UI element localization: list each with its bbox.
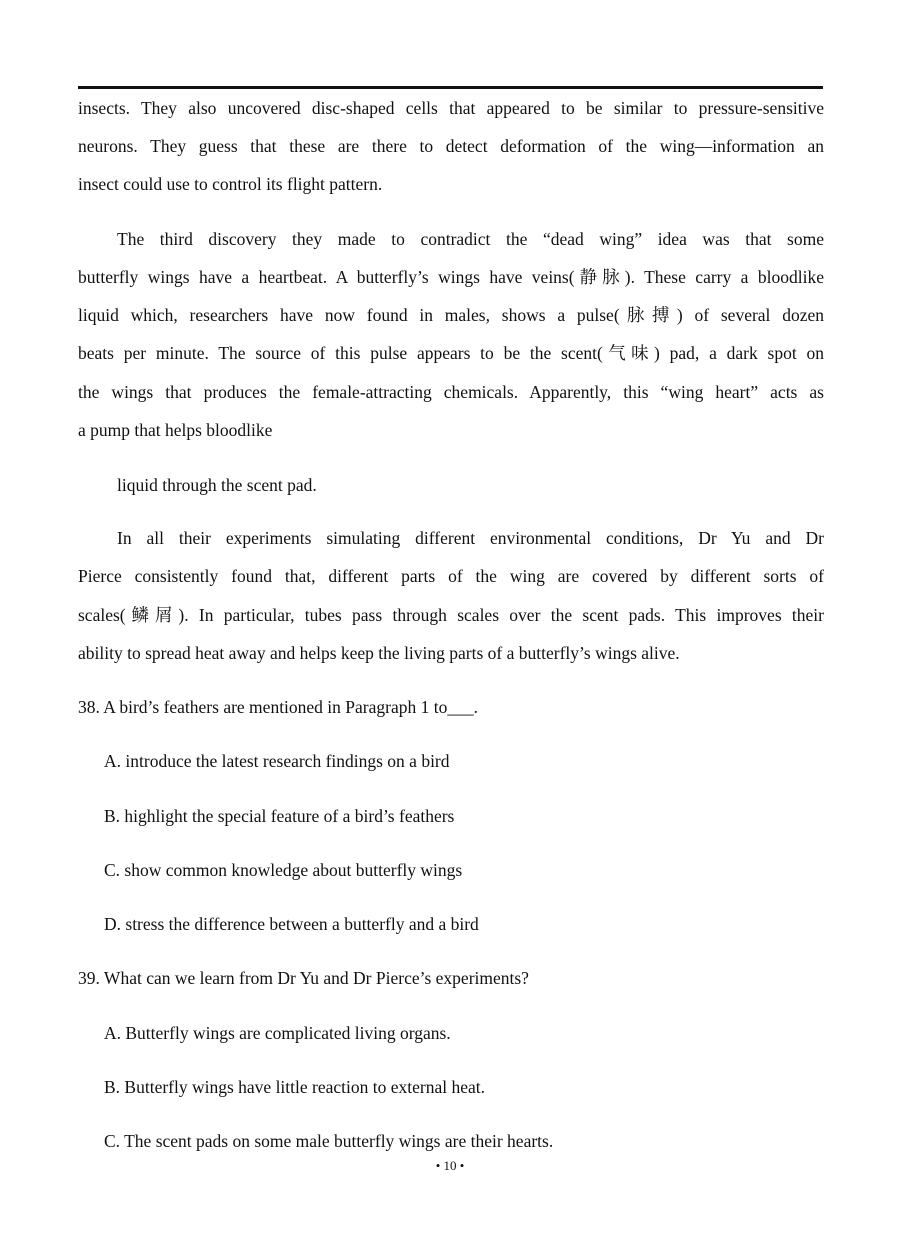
page-number: • 10 • — [435, 1158, 465, 1173]
passage-line: beats per minute. The source of this pulse appears to be the scent(气味) pad, a dark spot on — [78, 343, 824, 363]
passage-line: liquid through the scent pad. — [117, 475, 317, 495]
passage-line: scales(鳞屑). In particular, tubes pass through scales over the scent pads. This improves their — [78, 605, 824, 625]
answer-option[interactable]: B. Butterfly wings have little reaction to external heat. — [104, 1077, 485, 1097]
passage-line: The third discovery they made to contradict the “dead wing” idea was that some — [117, 229, 824, 249]
answer-option[interactable]: C. The scent pads on some male butterfly wings are their hearts. — [104, 1131, 554, 1151]
answer-option[interactable]: A. introduce the latest research findings on a bird — [104, 751, 450, 771]
question-stem: 39. What can we learn from Dr Yu and Dr Pierce’s experiments? — [78, 968, 529, 988]
passage-line: Pierce consistently found that, different parts of the wing are covered by different sorts of — [78, 566, 824, 586]
question-stem: 38. A bird’s feathers are mentioned in Paragraph 1 to___. — [78, 697, 478, 717]
passage-line: insect could use to control its flight pattern. — [78, 174, 383, 194]
passage-line: neurons. They guess that these are there to detect deformation of the wing—information an — [78, 136, 824, 156]
passage-line: In all their experiments simulating different environmental conditions, Dr Yu and Dr — [117, 528, 824, 548]
answer-option[interactable]: A. Butterfly wings are complicated living organs. — [104, 1023, 451, 1043]
passage-line: a pump that helps bloodlike — [78, 420, 273, 440]
answer-option[interactable]: C. show common knowledge about butterfly wings — [104, 860, 463, 880]
top-rule — [78, 86, 823, 89]
answer-option[interactable]: D. stress the difference between a butterfly and a bird — [104, 914, 479, 934]
passage-line: insects. They also uncovered disc-shaped cells that appeared to be similar to pressure-sensitive — [78, 98, 824, 118]
answer-option[interactable]: B. highlight the special feature of a bird’s feathers — [104, 806, 455, 826]
passage-line: liquid which, researchers have now found in males, shows a pulse(脉搏) of several dozen — [78, 305, 824, 325]
passage-line: butterfly wings have a heartbeat. A butterfly’s wings have veins(静脉). These carry a bloodlike — [78, 267, 824, 287]
passage-line: ability to spread heat away and helps keep the living parts of a butterfly’s wings alive. — [78, 643, 680, 663]
passage-line: the wings that produces the female-attracting chemicals. Apparently, this “wing heart” acts as — [78, 382, 824, 402]
